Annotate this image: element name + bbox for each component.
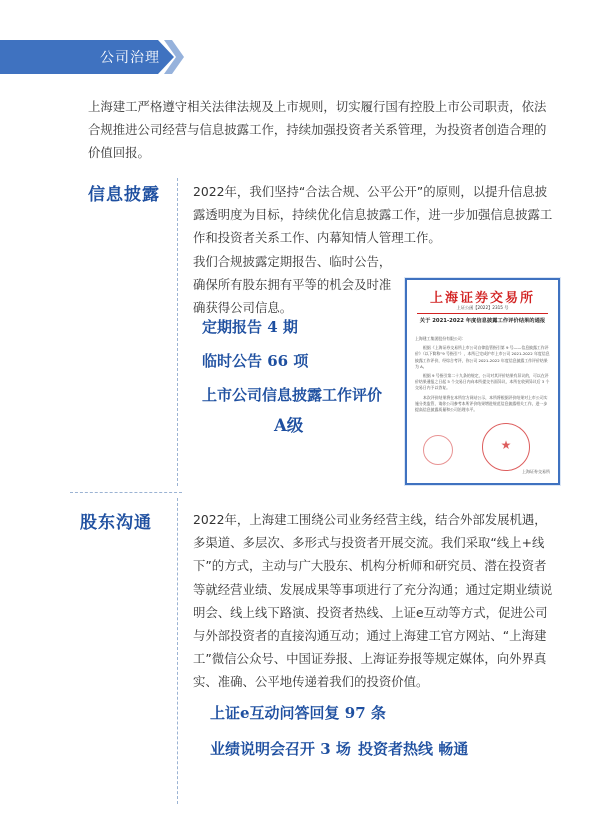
- notice-body-paragraph: 根据 9 号指引第二十九条的规定，公司对其评价结果有异议的，可以在评价结果通报之日起 5 个交易日内向本所提交书面异议，本所在收到异议后 3 个交易日内予以答复。: [415, 373, 550, 391]
- disclosure-paragraph-2: 我们合规披露定期报告、临时公告，确保所有股东拥有平等的机会及时准确获得公司信息。: [193, 254, 392, 316]
- investor-paragraph: 2022年，上海建工围绕公司业务经营主线，结合外部发展机遇，多渠道、多层次、多形式与投资者开展交流。我们采取“线上+线下”的方式，主动与广大股东、机构分析师和研究员、潜在投资者等就经营业绩、发展成果等事项进行了充分沟通；通过定期业绩说明会、线上线下路演、投资者热线、上证e互动等方式，促进公司与外部投资者的直接沟通互动；通过上海建工官方网站、“上海建工”微信公众号、中国证券报、上海证券报等规定媒体，向外界真实、准确、公平地传递着我们的投资价值。: [193, 512, 553, 690]
- section-title-disclosure: 信息披露: [88, 185, 160, 205]
- notice-body: [415, 336, 550, 416]
- highlight-periodic-reports: 定期报告 4 期: [202, 318, 298, 336]
- highlight-interim-announcements: 临时公告 66 项: [202, 352, 309, 370]
- highlight-rating-grade: A级: [274, 416, 304, 435]
- notice-body-paragraph: 本次评价结果将在本所官方网站公示，本所将根据评价结果对上市公司实施分类监管，请你公司参考本所评价结果增进规范信息披露相关工作，进一步提高信息披露质量和公司治理水平。: [415, 394, 548, 413]
- notice-red-rule: [417, 313, 548, 314]
- intro-text: 上海建工严格遵守相关法律法规及上市规则，切实履行国有控股上市公司职责，依法合规推进公司经营与信息披露工作，持续加强投资者关系管理，为投资者创造合理的价值回报。: [88, 99, 547, 160]
- highlight-hotline: 投资者热线 畅通: [358, 740, 469, 758]
- banner-label: 公司治理: [100, 50, 160, 66]
- notice-exchange-name: 上海证券交易所: [429, 291, 535, 306]
- divider-horizontal: [70, 492, 182, 493]
- notice-signature: 上海证券交易所: [522, 469, 550, 474]
- section-title-investor: 股东沟通: [80, 513, 152, 533]
- highlight-e-interaction: 上证e互动问答回复 97 条: [210, 704, 386, 722]
- exchange-notice-document: [405, 278, 560, 485]
- disclosure-paragraph-1: 2022年，我们坚持“合法合规、公平公开”的原则，以提升信息披露透明度为目标，持续优化信息披露工作，进一步加强信息披露工作和投资者关系工作、内幕知情人管理工作。: [193, 184, 553, 246]
- notice-body-paragraph: 上海建工集团股份有限公司：: [415, 336, 466, 341]
- seal-stamp-icon: ★: [482, 423, 530, 471]
- highlight-rating-label: 上市公司信息披露工作评价: [202, 386, 383, 404]
- divider-vertical: [177, 178, 178, 486]
- notice-title: 关于 2021-2022 年度信息披露工作评价结果的通报: [419, 318, 546, 324]
- notice-body-paragraph: 根据《上海证券交易所上市公司自律监管指引第 9 号——信息披露工作评价》（以下简称“9 号指引”），本所已完成沪市上市公司 2021-2022 年度信息披露工作评价，经综合考评，你公司 2021-2022 年度信息披露工作评价结果为 A。: [415, 345, 550, 369]
- divider-vertical: [177, 498, 178, 804]
- seal-stamp-icon: [423, 435, 453, 465]
- highlight-briefings: 业绩说明会召开 3 场: [210, 740, 351, 758]
- notice-doc-number: 上证公函【2022】2315 号: [456, 305, 509, 310]
